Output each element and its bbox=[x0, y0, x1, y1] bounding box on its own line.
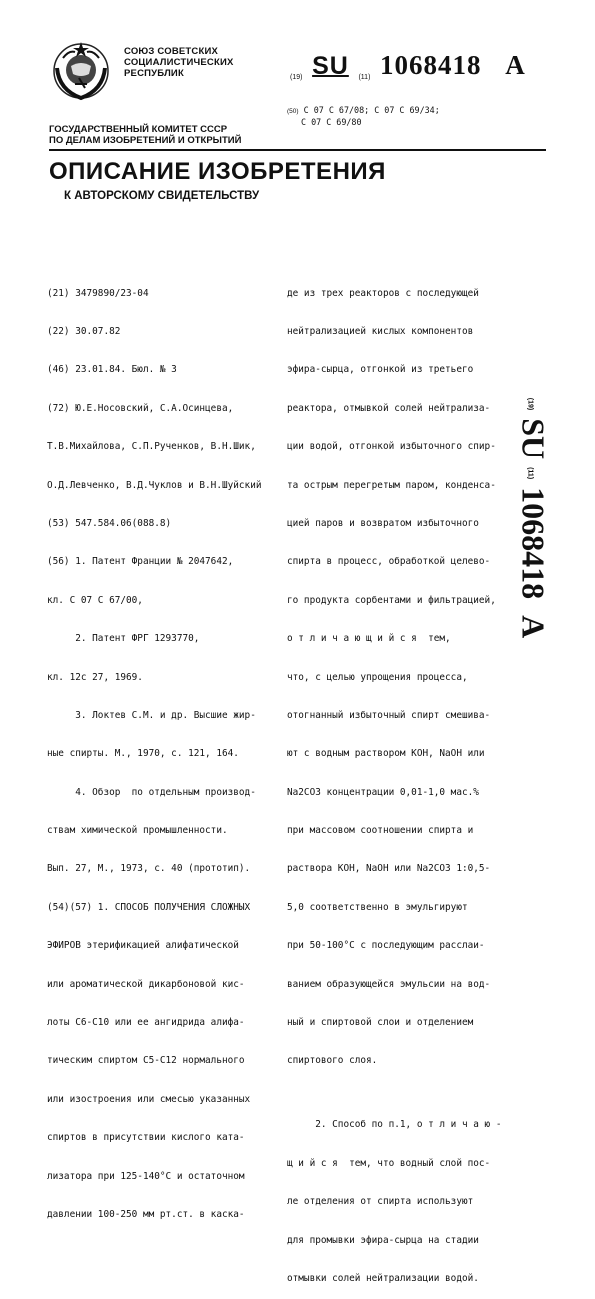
text-line: реактора, отмывкой солей нейтрализа- bbox=[287, 402, 491, 414]
text-line: что, с целью упрощения процесса, bbox=[287, 671, 468, 683]
stamp-code-19: (19) bbox=[525, 397, 533, 411]
patent-number: 1068418 bbox=[380, 50, 482, 80]
organization-line: РЕСПУБЛИК bbox=[124, 68, 184, 79]
text-line: при 50-100°С с последующим расслаи- bbox=[287, 940, 485, 952]
text-line: ле отделения от спирта используют bbox=[287, 1196, 474, 1208]
text-line: О.Д.Левченко, В.Д.Чуклов и В.Н.Шуйский bbox=[47, 479, 262, 491]
text-line: 4. Обзор по отдельным производ- bbox=[47, 786, 256, 798]
stamp-code-11: (11) bbox=[525, 467, 533, 480]
text-line: Т.В.Михайлова, С.П.Рученков, В.Н.Шик, bbox=[47, 441, 256, 453]
text-line: (53) 547.584.06(088.8) bbox=[47, 517, 172, 529]
text-line: или ароматической дикарбоновой кис- bbox=[47, 978, 245, 990]
text-line: ствам химической промышленности. bbox=[47, 825, 228, 837]
vertical-patent-stamp bbox=[505, 368, 560, 668]
country-code: SU bbox=[312, 52, 349, 80]
organization-line: СОЮЗ СОВЕТСКИХ bbox=[124, 46, 219, 57]
text-line: спиртового слоя. bbox=[287, 1055, 378, 1067]
bibliographic-column bbox=[47, 262, 261, 1235]
state-emblem-icon bbox=[49, 38, 113, 102]
stamp-number: 1068418 bbox=[515, 487, 551, 600]
text-line: 3. Локтев С.М. и др. Высшие жир- bbox=[47, 709, 256, 721]
committee-line: ГОСУДАРСТВЕННЫЙ КОМИТЕТ СССР bbox=[49, 124, 228, 135]
committee-name bbox=[49, 124, 241, 146]
header-divider bbox=[49, 149, 546, 151]
organization-line: СОЦИАЛИСТИЧЕСКИХ bbox=[124, 57, 234, 68]
text-line: ции водой, отгонкой избыточного спир- bbox=[287, 441, 496, 453]
ipc-classification bbox=[287, 105, 440, 127]
text-line: о т л и ч а ю щ и й с я тем, bbox=[287, 633, 451, 645]
text-line: ный и спиртовой слои и отделением bbox=[287, 1017, 474, 1029]
text-line: кл. 12с 27, 1969. bbox=[47, 671, 143, 683]
text-line: Вып. 27, М., 1973, с. 40 (прототип). bbox=[47, 863, 251, 875]
text-line: нейтрализацией кислых компонентов bbox=[287, 325, 474, 337]
committee-line: ПО ДЕЛАМ ИЗОБРЕТЕНИЙ И ОТКРЫТИЙ bbox=[49, 135, 242, 146]
code-19: (19) bbox=[290, 74, 303, 81]
text-line: отогнанный избыточный спирт смешива- bbox=[287, 709, 491, 721]
text-line: отмывки солей нейтрализации водой. bbox=[287, 1272, 479, 1284]
text-line: 2. Патент ФРГ 1293770, bbox=[47, 633, 200, 645]
ipc-code: (50) bbox=[287, 108, 299, 115]
text-line: эфира-сырца, отгонкой из третьего bbox=[287, 364, 474, 376]
text-line: тическим спиртом С5-С12 нормального bbox=[47, 1055, 245, 1067]
text-line: ют с водным раствором KOH, NaOH или bbox=[287, 748, 485, 760]
text-line: та острым перегретым паром, конденса- bbox=[287, 479, 496, 491]
text-line: Na2CO3 концентрации 0,01-1,0 мас.% bbox=[287, 786, 479, 798]
text-line: давлении 100-250 мм рт.ст. в каска- bbox=[47, 1208, 245, 1220]
ipc-line: С 07 С 69/80 bbox=[301, 117, 362, 127]
text-line: (56) 1. Патент Франции № 2047642, bbox=[47, 556, 234, 568]
text-line: щ и й с я тем, что водный слой пос- bbox=[287, 1157, 491, 1169]
organization-name bbox=[124, 46, 234, 79]
document-subtitle: К АВТОРСКОМУ СВИДЕТЕЛЬСТВУ bbox=[64, 190, 260, 202]
stamp-kind: A bbox=[515, 615, 551, 639]
text-line: 5,0 соответственно в эмульгируют bbox=[287, 901, 468, 913]
document-title: ОПИСАНИЕ ИЗОБРЕТЕНИЯ bbox=[49, 158, 386, 185]
text-line: (22) 30.07.82 bbox=[47, 325, 121, 337]
ipc-line: С 07 С 67/08; С 07 С 69/34; bbox=[303, 105, 440, 115]
publication-number bbox=[290, 50, 525, 81]
text-line: (46) 23.01.84. Бюл. № 3 bbox=[47, 364, 177, 376]
text-line: лизатора при 125-140°С и остаточном bbox=[47, 1170, 245, 1182]
text-line: ванием образующейся эмульсии на вод- bbox=[287, 978, 491, 990]
text-line: или изостроения или смесью указанных bbox=[47, 1093, 251, 1105]
text-line: го продукта сорбентами и фильтрацией, bbox=[287, 594, 496, 606]
text-line: кл. С 07 С 67/00, bbox=[47, 594, 143, 606]
text-line: спиртов в присутствии кислого ката- bbox=[47, 1132, 245, 1144]
text-line: 2. Способ по п.1, о т л и ч а ю - bbox=[287, 1119, 502, 1131]
stamp-country: SU bbox=[515, 418, 551, 460]
text-line: раствора KOH, NaOH или Na2CO3 1:0,5- bbox=[287, 863, 491, 875]
kind-code: A bbox=[505, 50, 525, 80]
text-line: для промывки эфира-сырца на стадии bbox=[287, 1234, 479, 1246]
claims-column bbox=[287, 262, 501, 1299]
text-line: (72) Ю.Е.Носовский, С.А.Осинцева, bbox=[47, 402, 234, 414]
text-line: ные спирты. М., 1970, с. 121, 164. bbox=[47, 748, 239, 760]
text-line: (21) 3479890/23-04 bbox=[47, 287, 149, 299]
text-line: ЭФИРОВ этерификацией алифатической bbox=[47, 940, 239, 952]
text-line: спирта в процесс, обработкой целево- bbox=[287, 556, 491, 568]
text-line: цией паров и возвратом избыточного bbox=[287, 517, 479, 529]
text-line: де из трех реакторов с последующей bbox=[287, 287, 479, 299]
text-line: лоты С6-С10 или ее ангидрида алифа- bbox=[47, 1017, 245, 1029]
text-line: (54)(57) 1. СПОСОБ ПОЛУЧЕНИЯ СЛОЖНЫХ bbox=[47, 901, 251, 913]
code-11: (11) bbox=[358, 74, 371, 81]
text-line: при массовом соотношении спирта и bbox=[287, 825, 474, 837]
